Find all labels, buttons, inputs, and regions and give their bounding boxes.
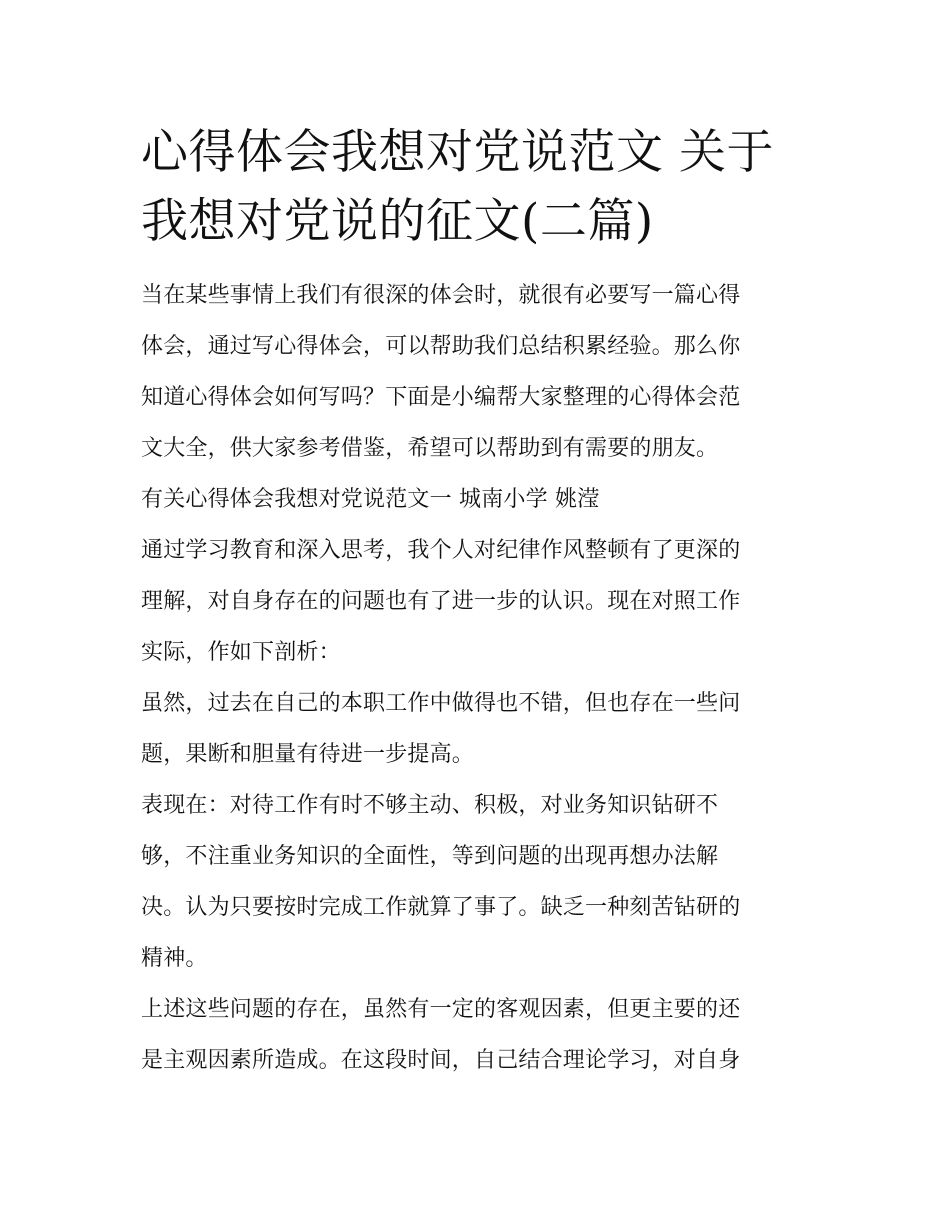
body-line: 体会，通过写心得体会，可以帮助我们总结积累经验。那么你	[141, 334, 741, 359]
body-line: 实际，作如下剖析：	[141, 640, 341, 665]
body-line: 文大全，供大家参考借鉴，希望可以帮助到有需要的朋友。	[141, 436, 719, 461]
body-line: 通过学习教育和深入思考，我个人对纪律作风整顿有了更深的	[141, 538, 741, 563]
body-line: 够，不注重业务知识的全面性，等到问题的出现再想办法解	[141, 844, 719, 869]
body-line: 上述这些问题的存在，虽然有一定的客观因素，但更主要的还	[141, 997, 741, 1022]
body-line: 知道心得体会如何写吗？下面是小编帮大家整理的心得体会范	[141, 385, 741, 410]
body-line: 理解，对自身存在的问题也有了进一步的认识。现在对照工作	[141, 589, 741, 614]
body-line: 虽然，过去在自己的本职工作中做得也不错，但也存在一些问	[141, 691, 741, 716]
title-line: 心得体会我想对党说范文 关于	[141, 125, 774, 180]
body-line: 当在某些事情上我们有很深的体会时，就很有必要写一篇心得	[141, 283, 741, 308]
document-content	[141, 118, 813, 1086]
body-line: 决。认为只要按时完成工作就算了事了。缺乏一种刻苦钻研的	[141, 895, 741, 920]
body-line: 精神。	[141, 946, 208, 971]
title-line: 我想对党说的征文(二篇)	[141, 194, 654, 249]
body-line: 题，果断和胆量有待进一步提高。	[141, 742, 475, 767]
body-line: 是主观因素所造成。在这段时间，自己结合理论学习，对自身	[141, 1048, 741, 1073]
document-body	[141, 270, 813, 1086]
section-heading: 有关心得体会我想对党说范文一 城南小学 姚滢	[141, 487, 600, 512]
document-title	[141, 118, 813, 256]
body-line: 表现在：对待工作有时不够主动、积极，对业务知识钻研不	[141, 793, 719, 818]
